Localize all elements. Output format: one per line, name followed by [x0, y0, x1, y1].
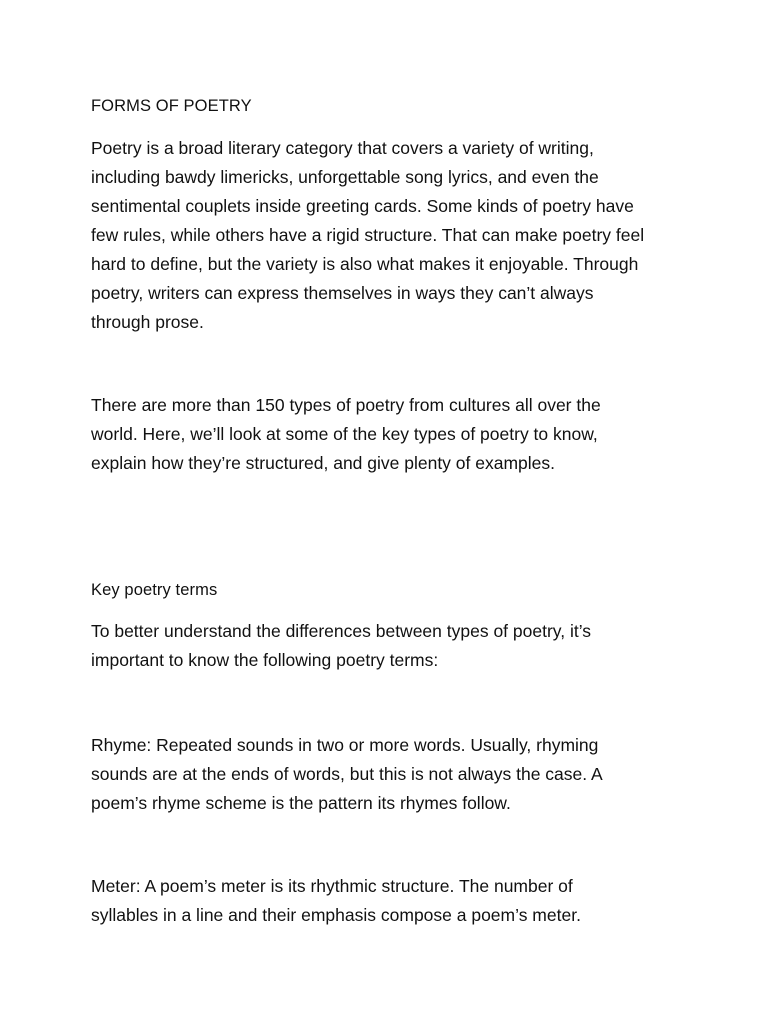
- types-paragraph: There are more than 150 types of poetry from cultures all over the world. Here, we’ll look at some of the key types of poetry to know, explain how they’re structured, and give plenty of examples.: [91, 395, 601, 473]
- document-title: FORMS OF POETRY: [91, 97, 252, 115]
- rhyme-definition: Rhyme: Repeated sounds in two or more words. Usually, rhyming sounds are at the ends of words, but this is not always the case. A poem’s rhyme scheme is the pattern its rhymes follow.: [91, 735, 603, 813]
- meter-definition: Meter: A poem’s meter is its rhythmic structure. The number of syllables in a line and their emphasis compose a poem’s meter.: [91, 876, 581, 925]
- section-heading: Key poetry terms: [91, 581, 218, 599]
- intro-paragraph: Poetry is a broad literary category that covers a variety of writing, including bawdy limericks, unforgettable song lyrics, and even the sentimental couplets inside greeting cards. Some kinds of poetry have few rules, while others have a rigid structure. That can make poetry feel hard to define, but the variety is also what makes it enjoyable. Through poetry, writers can express themselves in ways they can’t always through prose.: [91, 138, 645, 332]
- terms-intro-paragraph: To better understand the differences between types of poetry, it’s important to know the following poetry terms:: [91, 621, 592, 670]
